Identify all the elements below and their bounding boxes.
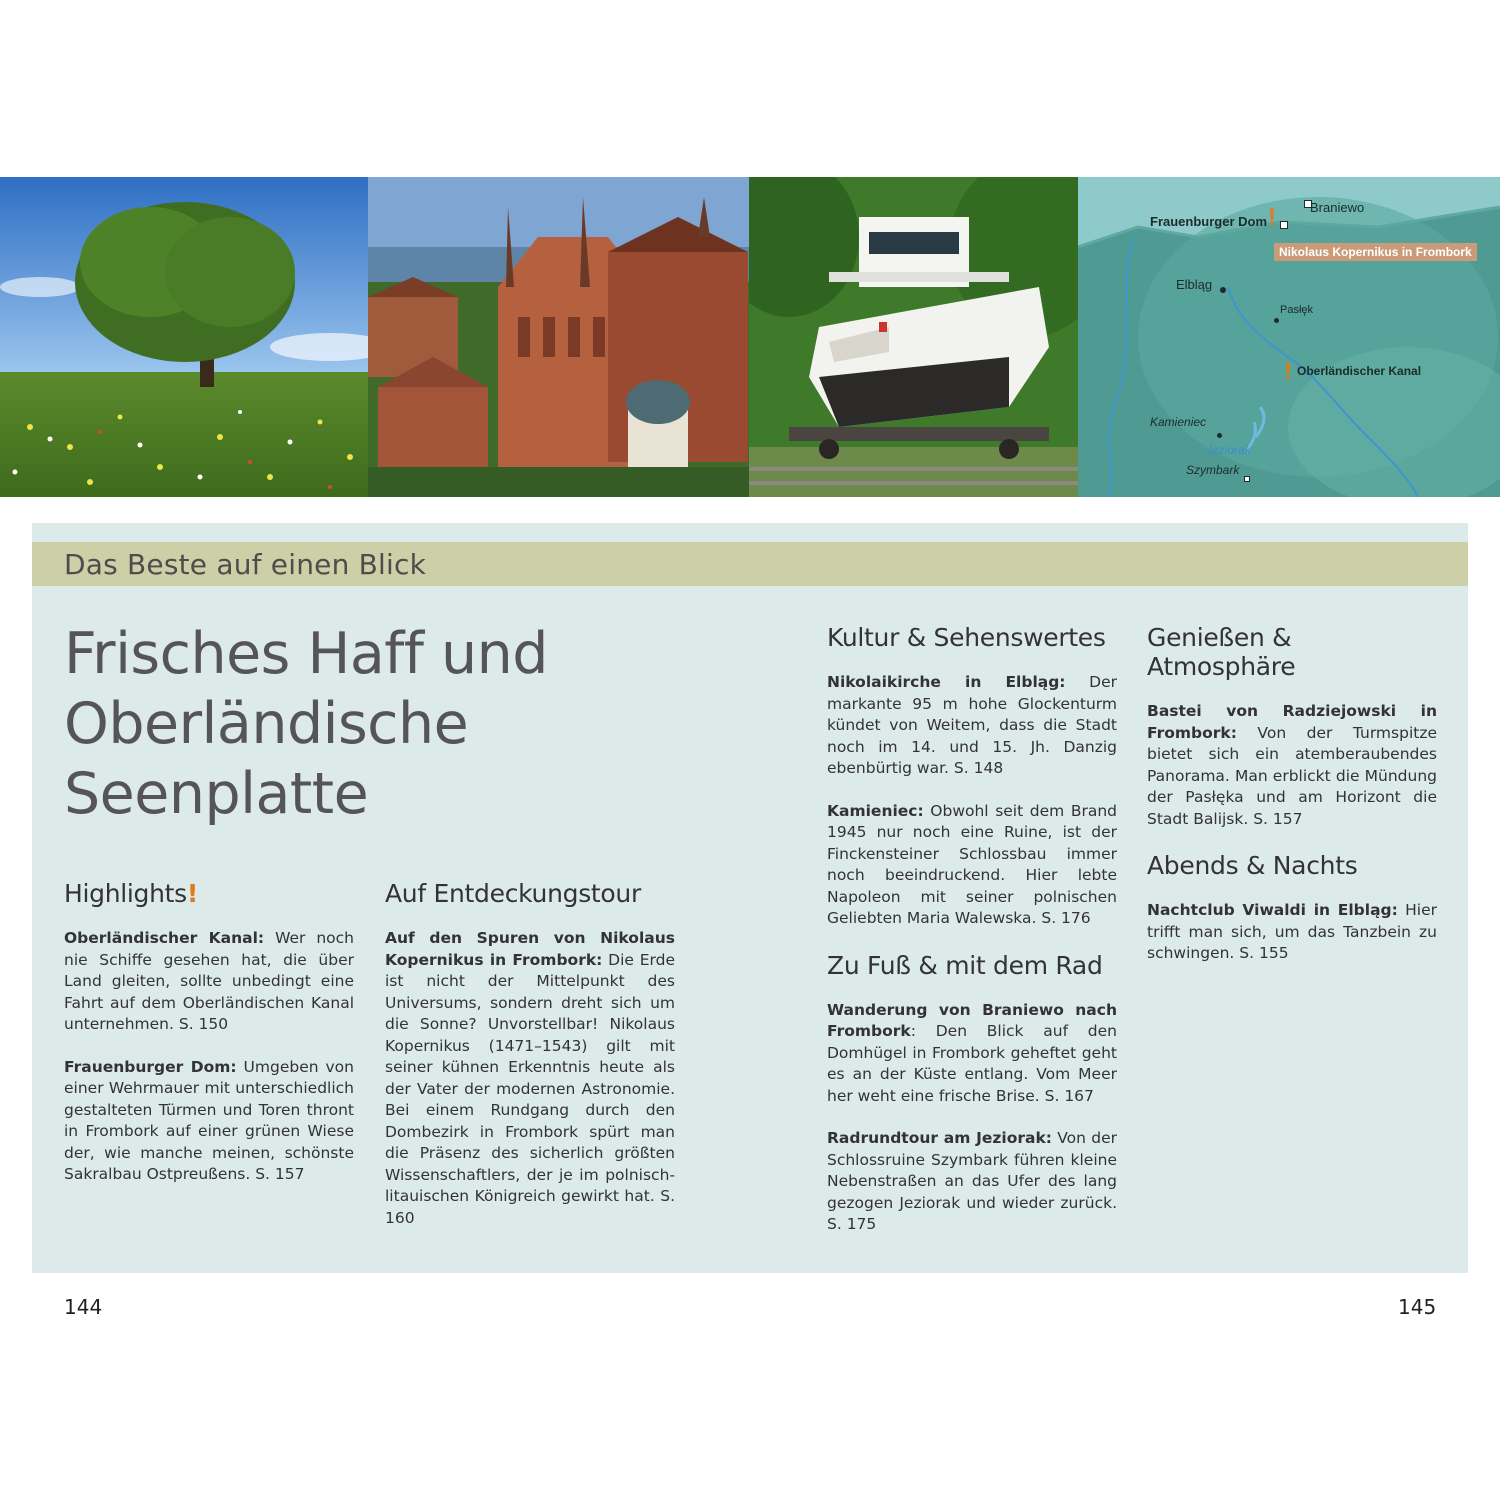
highlight-exclamation-icon: ! xyxy=(186,879,199,908)
map-label-paslek: Pasłęk xyxy=(1280,304,1314,316)
map-marker-elblag xyxy=(1220,287,1226,293)
abends-item: Nachtclub Viwaldi in Elbląg: Hier trifft man sich, um das Tanzbein zu schwingen. S. 155 xyxy=(1147,901,1437,962)
page-number-left: 144 xyxy=(64,1295,103,1319)
map-marker-frombork xyxy=(1280,221,1288,229)
highlight-item: Frauenburger Dom: Umgeben von einer Wehrmauer mit unterschiedlich gestalteten Türmen und Toren thront in Frombork auf einer grünen Wiese der, wie manche meinen, schönste Sakralbau Ostpreußens. S. 157 xyxy=(64,1057,354,1183)
fuss-item: Radrundtour am Jeziorak: Von der Schlossruine Szymbark führen kleine Nebenstraßen an das Ufer des lang gezogen Jeziorak und wieder zurück. S. 175 xyxy=(827,1129,1117,1233)
map-label-braniewo: Braniewo xyxy=(1310,200,1365,215)
column-kultur-fuss xyxy=(827,623,1117,1257)
column-highlights xyxy=(64,879,354,1207)
fuss-item: Wanderung von Braniewo nach Frombork: Den Blick auf den Domhügel in Frombork geheftet geht es an der Küste entlang. Vom Meer her weht eine frische Brise. S. 167 xyxy=(827,1000,1117,1105)
title-line-2: Oberländische xyxy=(64,691,469,757)
entdeckung-item: Auf den Spuren von Nikolaus Kopernikus in Frombork: Die Erde ist nicht der Mittelpunkt des Universums, sondern dreht sich um die Sonne? Unvorstellbar! Nikolaus Kopernikus (1471–1543) gilt mit seiner kühnen Erkenntnis heute als der Vater der modernen Astronomie. Bei einem Rundgang durch den Dombezirk in Frombork spürt man die Präsenz des sicherlich größten Wissenschaftlers, der je im polnisch-litauischen Königreich gewirkt hat. S. 160 xyxy=(385,929,675,1227)
geniessen-heading: Genießen & Atmosphäre xyxy=(1147,623,1296,681)
kultur-item: Kamieniec: Obwohl seit dem Brand 1945 nur noch eine Ruine, ist der Finckensteiner Schlossbau immer noch beeindruckend. Hier lebte Napoleon mit seiner polnischen Geliebten Maria Walewska. S. 176 xyxy=(827,801,1117,927)
map-highlight-mark: ! xyxy=(1268,204,1276,231)
info-panel xyxy=(32,523,1468,1273)
section-header-bar xyxy=(32,542,1468,586)
title-line-1: Frisches Haff und xyxy=(64,621,548,687)
map-marker-paslek xyxy=(1274,318,1279,323)
map-marker-szymbark xyxy=(1244,476,1250,482)
map-label-frauenburger-dom: Frauenburger Dom xyxy=(1150,214,1268,229)
kultur-item: Nikolaikirche in Elbląg: Der markante 95 m hohe Glockenturm kündet von Weitem, dass die Stadt noch im 14. und 15. Jh. Danzig ebenbürtig war. S. 148 xyxy=(827,673,1117,777)
section-title: Das Beste auf einen Blick xyxy=(64,548,426,581)
page-number-right: 145 xyxy=(1398,1295,1437,1319)
fuss-heading: Zu Fuß & mit dem Rad xyxy=(827,950,1103,980)
photo-tree-meadow xyxy=(0,177,368,497)
map-label-szymbark: Szymbark xyxy=(1186,463,1240,477)
map-label-elblag: Elbląg xyxy=(1176,277,1213,292)
region-map xyxy=(1078,177,1500,497)
column-entdeckungstour xyxy=(385,879,675,1250)
map-label-kanal: Oberländischer Kanal xyxy=(1297,364,1422,378)
map-marker-kamieniec xyxy=(1217,433,1222,438)
column-geniessen-abends xyxy=(1147,623,1437,986)
highlight-item: Oberländischer Kanal: Wer noch nie Schiffe gesehen hat, die über Land gleiten, sollte unbedingt eine Fahrt auf dem Oberländischen Kanal unternehmen. S. 150 xyxy=(64,929,354,1033)
title-line-3: Seenplatte xyxy=(64,761,369,827)
entdeckung-heading: Auf Entdeckungstour xyxy=(385,879,641,908)
map-label-kamieniec: Kamieniec xyxy=(1150,415,1207,429)
photo-strip xyxy=(0,177,1500,497)
map-label-jeziorak: Jeziorak xyxy=(1206,443,1251,457)
highlights-heading: Highlights! xyxy=(64,879,199,908)
map-highlight-mark-kanal: ! xyxy=(1284,358,1292,385)
abends-heading: Abends & Nachts xyxy=(1147,851,1358,880)
kultur-heading: Kultur & Sehenswertes xyxy=(827,623,1106,652)
photo-boat-on-rails xyxy=(749,177,1078,497)
photo-cathedral xyxy=(368,177,749,497)
map-tag-kopernikus: Nikolaus Kopernikus in Frombork xyxy=(1274,243,1477,261)
geniessen-item: Bastei von Radziejowski in Frombork: Von der Turmspitze bietet sich ein atemberaubendes Panorama. Man erblickt die Mündung der Pasłęka und am Horizont die Stadt Balijsk. S. 157 xyxy=(1147,702,1437,828)
page-title xyxy=(64,619,548,829)
